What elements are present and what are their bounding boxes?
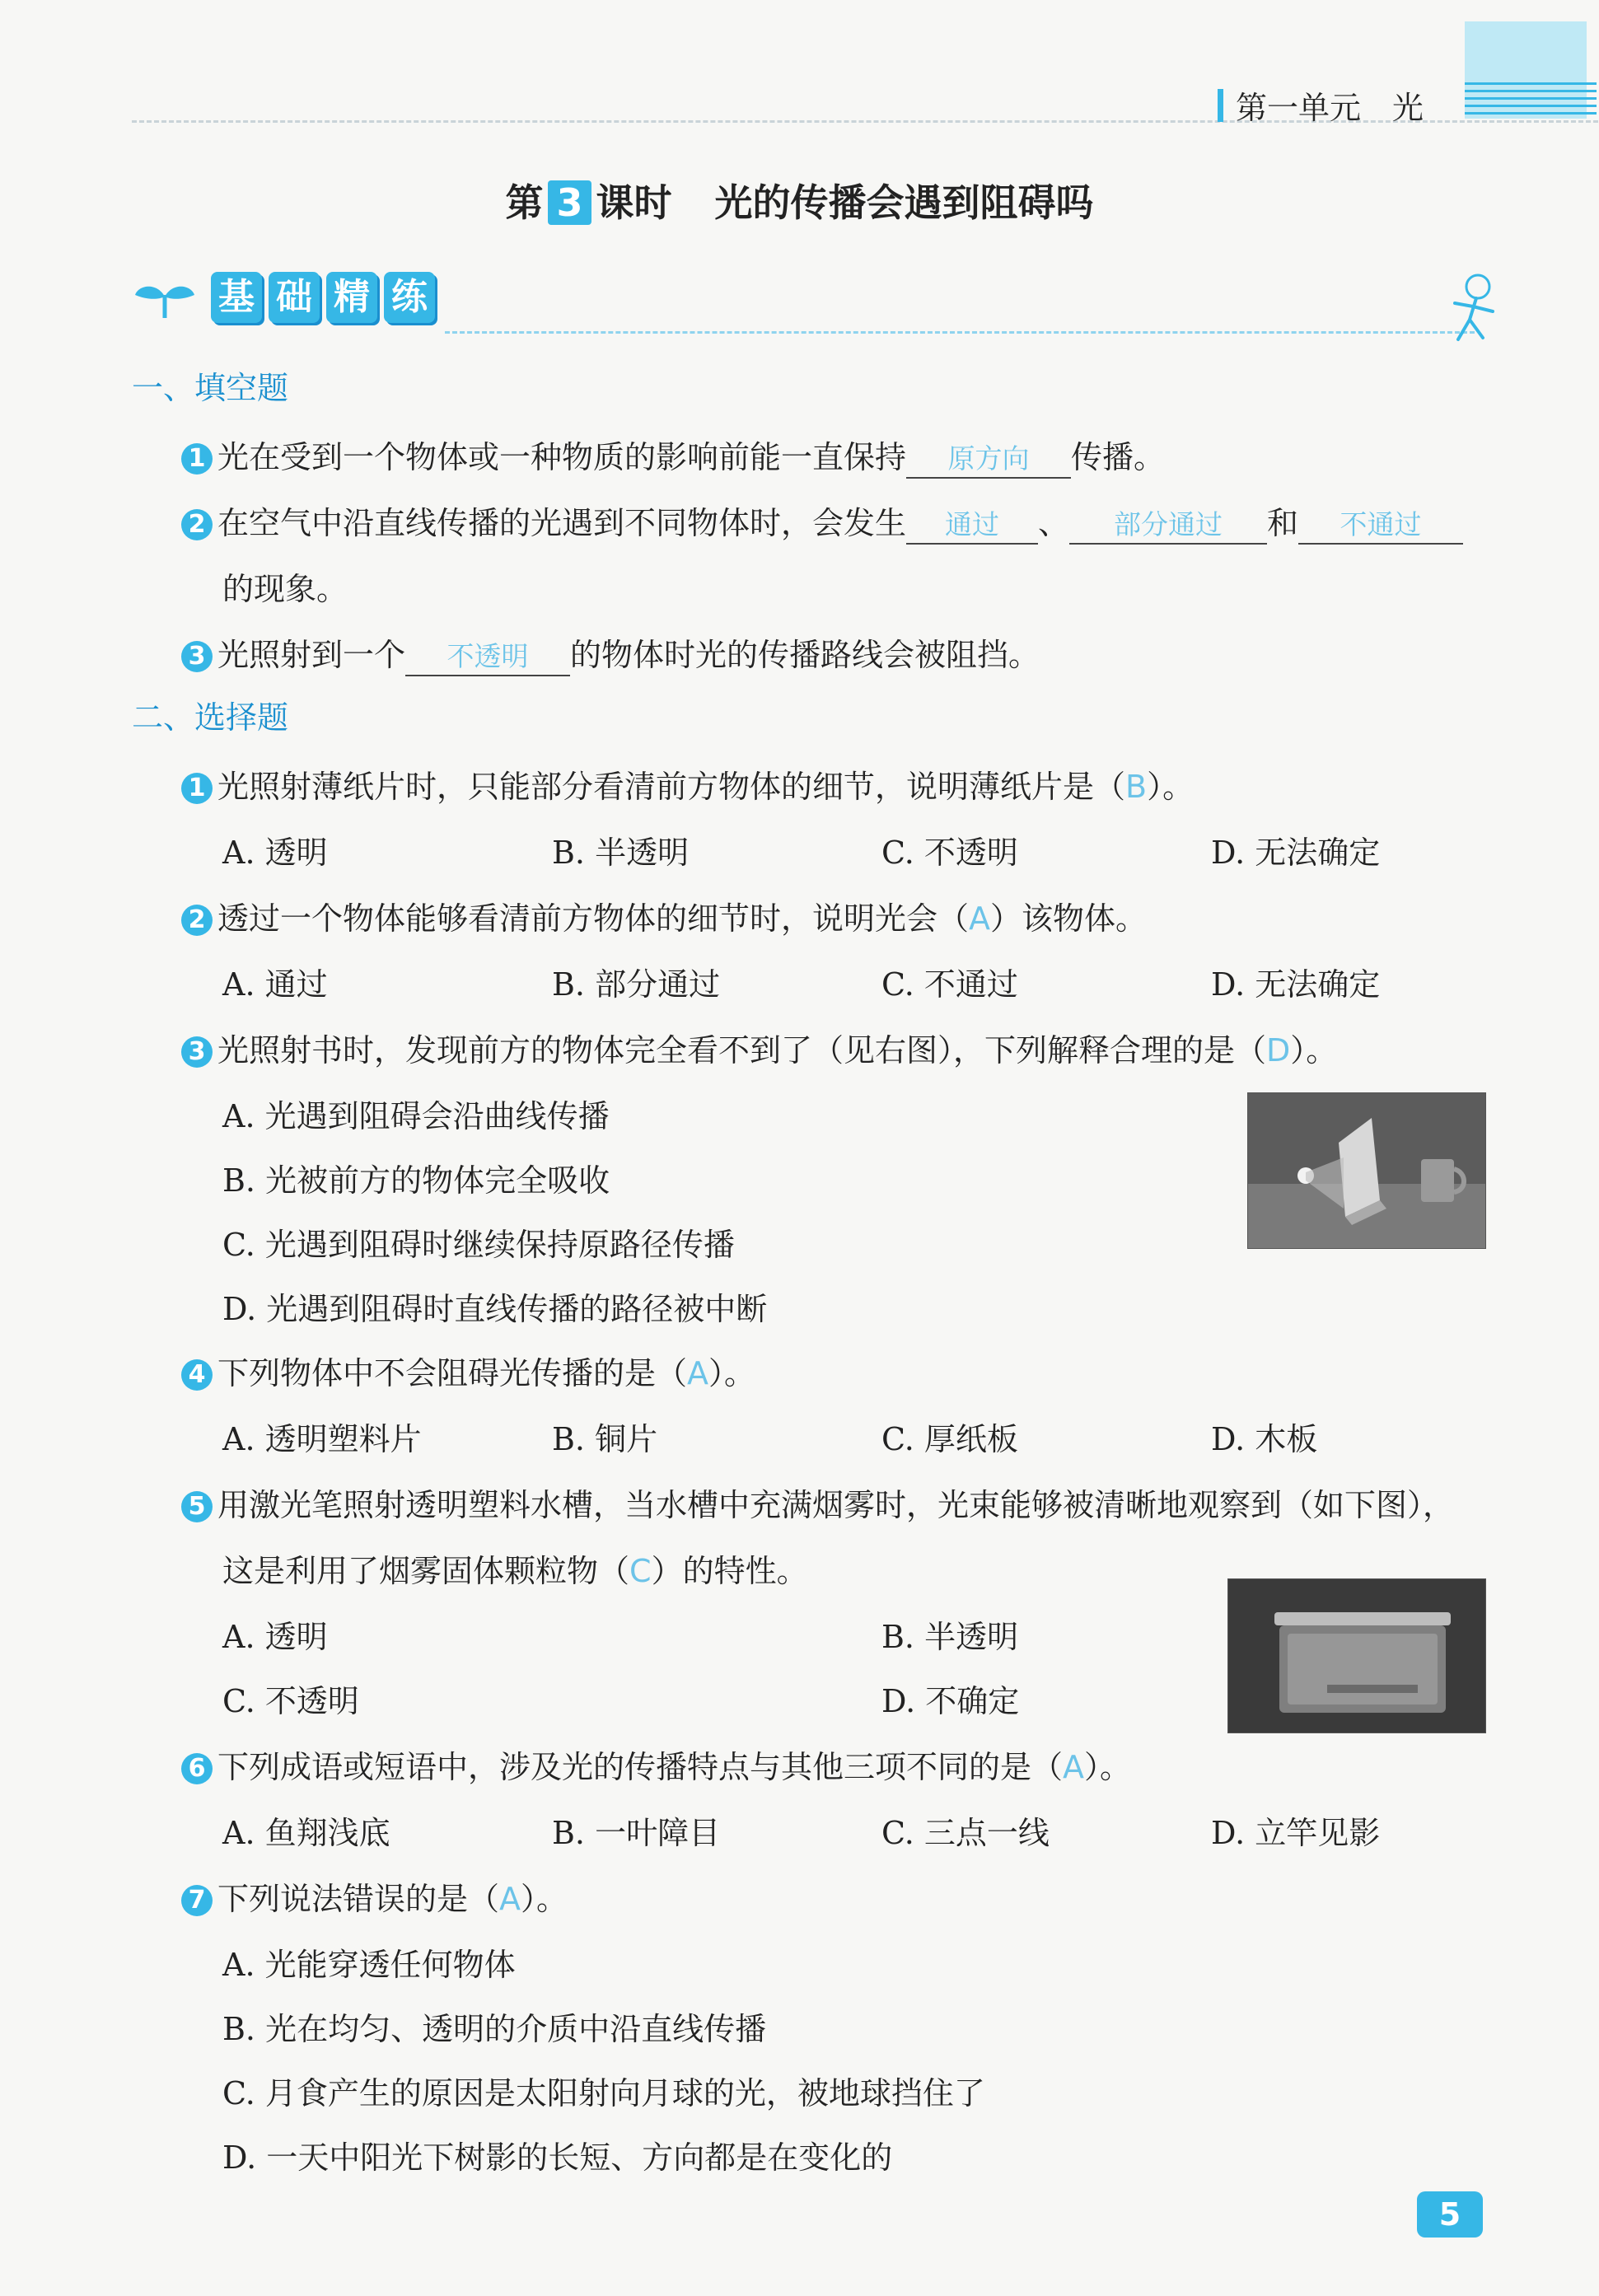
fill-question-1 — [181, 432, 1165, 479]
question-number: 1 — [181, 773, 213, 804]
question-text: 这是利用了烟雾固体颗粒物（ — [222, 1553, 630, 1589]
lesson-prefix: 第 — [505, 180, 544, 225]
lesson-number: 3 — [548, 180, 591, 225]
option-d[interactable]: D. 无法确定 — [1211, 835, 1381, 871]
question-text: ）。 — [1084, 1749, 1132, 1785]
option-b[interactable]: B. 铜片 — [552, 1421, 658, 1457]
choice-question-1 — [181, 761, 1194, 807]
water-tank-photo — [1227, 1578, 1486, 1733]
option-a[interactable]: A. 透明 — [222, 835, 328, 871]
running-kid-icon — [1443, 272, 1501, 346]
option-d[interactable]: D. 一天中阳光下树影的长短、方向都是在变化的 — [222, 2139, 893, 2176]
banner-char: 练 — [384, 272, 435, 323]
page-number: 5 — [1417, 2191, 1483, 2238]
question-text: ）。 — [1147, 769, 1195, 805]
option-a[interactable]: A. 鱼翔浅底 — [222, 1815, 390, 1851]
question-text: ）的特性。 — [651, 1553, 808, 1589]
choice-question-7 — [181, 1873, 568, 1919]
question-text: ）。 — [1290, 1032, 1338, 1069]
option-a[interactable]: A. 光能穿透任何物体 — [222, 1947, 516, 1983]
option-d[interactable]: D. 立竿见影 — [1211, 1815, 1381, 1851]
answer-blank[interactable]: 不透明 — [405, 638, 570, 676]
fill-question-2 — [181, 498, 1463, 545]
unit-title: 第一单元 光 — [1236, 90, 1424, 126]
question-text: ）该物体。 — [990, 900, 1148, 937]
question-number: 2 — [181, 509, 213, 540]
answer-text[interactable]: A — [1063, 1749, 1085, 1785]
question-text: 光照射薄纸片时，只能部分看清前方物体的细节，说明薄纸片是（ — [217, 769, 1126, 805]
question-text: 光在受到一个物体或一种物质的影响前能一直保持 — [217, 439, 907, 475]
question-number: 6 — [181, 1753, 213, 1784]
question-number: 2 — [181, 905, 213, 936]
question-text: ）。 — [708, 1355, 756, 1391]
question-text: 在空气中沿直线传播的光遇到不同物体时，会发生 — [217, 505, 907, 541]
question-number: 5 — [181, 1491, 213, 1522]
answer-blank[interactable]: 部分通过 — [1069, 507, 1267, 545]
option-b[interactable]: B. 光在均匀、透明的介质中沿直线传播 — [222, 2011, 767, 2047]
question-text: 光照射书时，发现前方的物体完全看不到了（见右图），下列解释合理的是（ — [217, 1032, 1267, 1069]
banner-tiles — [211, 272, 442, 323]
banner-char: 础 — [269, 272, 320, 323]
option-c[interactable]: C. 厚纸板 — [881, 1421, 1018, 1457]
option-c[interactable]: C. 不透明 — [222, 1683, 359, 1719]
choice-question-4 — [181, 1348, 755, 1393]
lesson-title — [0, 173, 1599, 227]
question-text: 下列说法错误的是（ — [217, 1881, 500, 1917]
sprout-icon — [132, 278, 198, 320]
banner-char: 基 — [211, 272, 262, 323]
option-b[interactable]: B. 半透明 — [552, 835, 690, 871]
question-text: 光照射到一个 — [217, 637, 406, 673]
option-d[interactable]: D. 光遇到阻碍时直线传播的路径被中断 — [222, 1291, 768, 1327]
choice-question-3 — [181, 1025, 1337, 1070]
option-b[interactable]: B. 一叶障目 — [552, 1815, 721, 1851]
option-a[interactable]: A. 光遇到阻碍会沿曲线传播 — [222, 1098, 610, 1134]
option-b[interactable]: B. 半透明 — [881, 1619, 1019, 1655]
banner-char: 精 — [326, 272, 377, 323]
question-number: 3 — [181, 1036, 213, 1068]
option-d[interactable]: D. 无法确定 — [1211, 966, 1381, 1003]
lesson-suffix: 课时 — [596, 180, 672, 225]
option-a[interactable]: A. 透明塑料片 — [222, 1421, 422, 1457]
option-c[interactable]: C. 月食产生的原因是太阳射向月球的光，被地球挡住了 — [222, 2075, 985, 2111]
choice-question-5-cont — [222, 1545, 808, 1591]
question-number: 1 — [181, 443, 213, 475]
option-d[interactable]: D. 木板 — [1211, 1421, 1318, 1457]
option-c[interactable]: C. 不通过 — [881, 966, 1018, 1003]
lesson-name: 光的传播会遇到阻碍吗 — [714, 180, 1094, 225]
answer-text[interactable]: A — [969, 900, 991, 937]
question-text: 下列成语或短语中，涉及光的传播特点与其他三项不同的是（ — [217, 1749, 1064, 1785]
question-number: 3 — [181, 641, 213, 672]
choice-question-5 — [181, 1480, 1454, 1525]
question-text: 下列物体中不会阻碍光传播的是（ — [217, 1355, 688, 1391]
answer-blank[interactable]: 不通过 — [1298, 507, 1463, 545]
answer-blank[interactable]: 通过 — [906, 507, 1038, 545]
option-a[interactable]: A. 通过 — [222, 966, 328, 1003]
question-text: 透过一个物体能够看清前方物体的细节时，说明光会（ — [217, 900, 970, 937]
answer-text[interactable]: C — [629, 1553, 652, 1589]
fill-question-2-cont: 的现象。 — [222, 571, 348, 607]
option-b[interactable]: B. 部分通过 — [552, 966, 721, 1003]
answer-text[interactable]: B — [1125, 769, 1148, 805]
book-light-photo — [1247, 1092, 1486, 1249]
option-d[interactable]: D. 不确定 — [881, 1683, 1020, 1719]
corner-stripes — [1465, 82, 1597, 119]
fill-question-3 — [181, 629, 1040, 676]
separator: 和 — [1267, 505, 1299, 541]
option-c[interactable]: C. 光遇到阻碍时继续保持原路径传播 — [222, 1227, 735, 1263]
option-c[interactable]: C. 三点一线 — [881, 1815, 1050, 1851]
choice-question-6 — [181, 1742, 1131, 1787]
answer-text[interactable]: A — [499, 1881, 521, 1917]
choice-question-2 — [181, 893, 1147, 938]
answer-text[interactable]: A — [687, 1355, 709, 1391]
option-a[interactable]: A. 透明 — [222, 1619, 328, 1655]
option-b[interactable]: B. 光被前方的物体完全吸收 — [222, 1162, 610, 1199]
question-text: ）。 — [521, 1881, 568, 1917]
question-number: 7 — [181, 1885, 213, 1916]
option-c[interactable]: C. 不透明 — [881, 835, 1018, 871]
question-text: 传播。 — [1071, 439, 1166, 475]
separator: 、 — [1038, 505, 1070, 541]
section-title-fill-in: 一、填空题 — [132, 370, 289, 406]
banner-rule — [445, 331, 1475, 334]
question-text: 用激光笔照射透明塑料水槽，当水槽中充满烟雾时，光束能够被清晰地观察到（如下图）， — [217, 1487, 1455, 1523]
question-number: 4 — [181, 1359, 213, 1391]
answer-text[interactable]: D — [1266, 1032, 1291, 1069]
unit-marker — [1218, 89, 1223, 122]
question-text: 的物体时光的传播路线会被阻挡。 — [570, 637, 1040, 673]
answer-blank[interactable]: 原方向 — [906, 441, 1071, 479]
section-title-choice: 二、选择题 — [132, 699, 289, 736]
